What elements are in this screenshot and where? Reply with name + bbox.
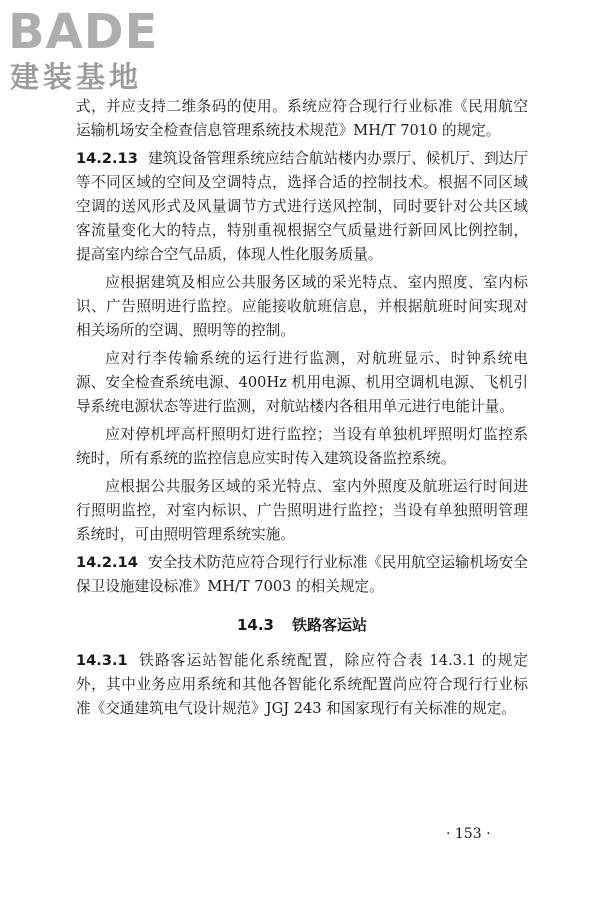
paragraph-baggage: [76, 347, 528, 419]
paragraph-text: 式，并应支持二维条码的使用。系统应符合现行行业标准《民用航空运输机场安全检查信息管理系统技术规范》MH/T 7010 的规定。: [76, 98, 528, 139]
paragraph-continuation: [76, 95, 528, 143]
paragraph-public-lighting: [76, 475, 528, 547]
paragraph-text: 应根据建筑及相应公共服务区域的采光特点、室内照度、室内标识、广告照明进行监控。应能接收航班信息，并根据航班时间实现对相关场所的空调、照明等的控制。: [76, 274, 528, 339]
clause-14-3-1: [76, 649, 528, 721]
clause-number: 14.2.13: [76, 150, 138, 167]
paragraph-text: 应对行李传输系统的运行进行监测，对航班显示、时钟系统电源、安全检查系统电源、400Hz 机用电源、机用空调机电源、飞机引导系统电源状态等进行监测，对航站楼内各租用单元进行电能计量。: [76, 350, 528, 415]
paragraph-text: 应根据公共服务区域的采光特点、室内外照度及航班运行时间进行照明监控，对室内标识、广告照明进行监控；当设有单独照明管理系统时，可由照明管理系统实施。: [76, 478, 528, 543]
clause-14-2-14: [76, 551, 528, 599]
section-number: 14.3: [236, 616, 274, 634]
paragraph-text: 建筑设备管理系统应结合航站楼内办票厅、候机厅、到达厅等不同区域的空间及空调特点，选择合适的控制技术。根据不同区域空调的送风形式及风量调节方式进行送风控制，同时要针对公共区域客流量变化大的特点，特别重视根据空气质量进行新回风比例控制，提高室内综合空气品质，体现人性化服务质量。: [76, 150, 528, 263]
logo: [8, 6, 158, 94]
clause-14-2-13: [76, 147, 528, 267]
page-number: · 153 ·: [446, 826, 491, 842]
paragraph-text: 安全技术防范应符合现行行业标准《民用航空运输机场安全保卫设施建设标准》MH/T 7003 的相关规定。: [76, 554, 528, 595]
section-title: 铁路客运站: [292, 616, 368, 634]
paragraph-lighting: [76, 271, 528, 343]
clause-number: 14.2.14: [76, 554, 138, 571]
paragraph-apron: [76, 423, 528, 471]
logo-brand: BADE: [8, 4, 159, 60]
clause-number: 14.3.1: [76, 652, 128, 669]
logo-subtitle: 建装基地: [10, 60, 143, 94]
paragraph-text: 铁路客运站智能化系统配置，除应符合表 14.3.1 的规定外，其中业务应用系统和其他各智能化系统配置尚应符合现行行业标准《交通建筑电气设计规范》JGJ 243 和国家现行有关标准的规定。: [76, 652, 528, 717]
document-body: [76, 95, 528, 721]
paragraph-text: 应对停机坪高杆照明灯进行监控；当设有单独机坪照明灯监控系统时，所有系统的监控信息应实时传入建筑设备监控系统。: [76, 426, 528, 467]
section-heading: [76, 613, 528, 637]
